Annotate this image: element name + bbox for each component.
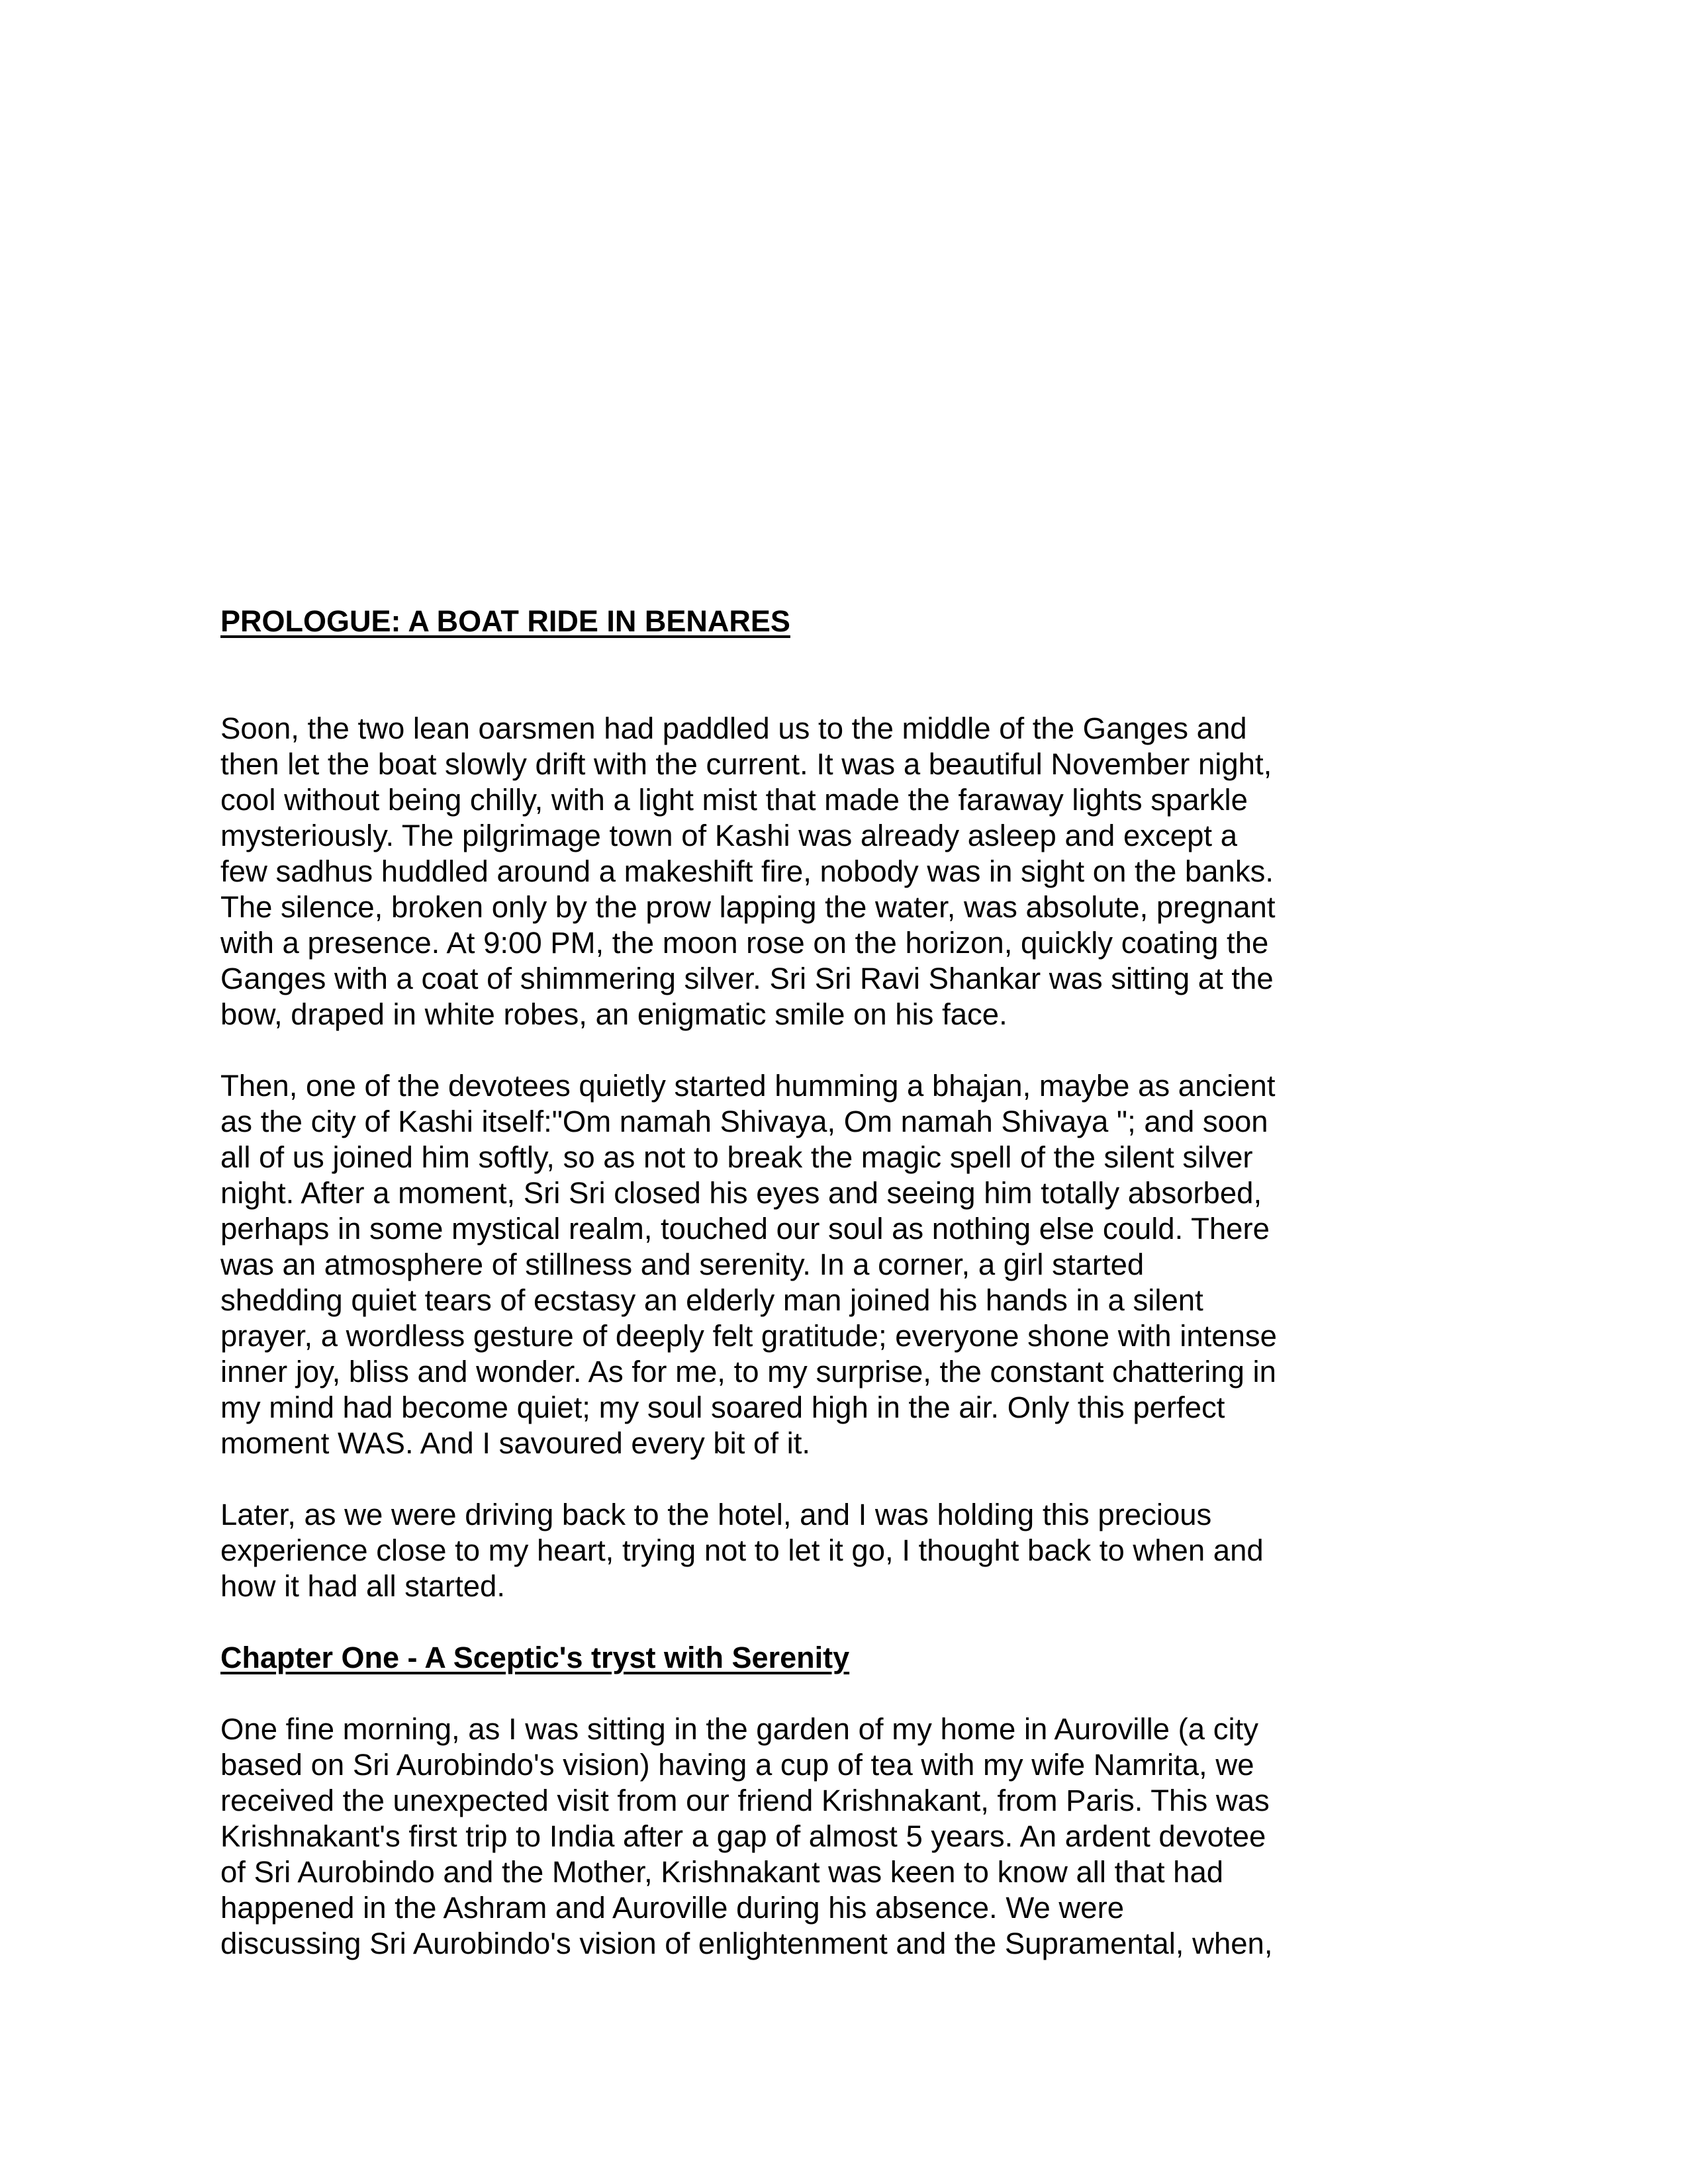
text-line: perhaps in some mystical realm, touched our soul as nothing else could. There	[220, 1212, 1270, 1246]
text-line: cool without being chilly, with a light mist that made the faraway lights sparkle	[220, 783, 1248, 817]
text-line: The silence, broken only by the prow lapping the water, was absolute, pregnant	[220, 890, 1276, 924]
text-line: One fine morning, as I was sitting in the garden of my home in Auroville (a city	[220, 1712, 1258, 1746]
text-line: received the unexpected visit from our friend Krishnakant, from Paris. This was	[220, 1784, 1270, 1817]
text-line: bow, draped in white robes, an enigmatic smile on his face.	[220, 997, 1008, 1031]
chapter-one-paragraph-1	[220, 1711, 1346, 1962]
text-line: Krishnakant's first trip to India after a gap of almost 5 years. An ardent devotee	[220, 1819, 1266, 1853]
text-line: was an atmosphere of stillness and serenity. In a corner, a girl started	[220, 1248, 1145, 1281]
prologue-paragraph-3	[220, 1497, 1346, 1604]
text-line: night. After a moment, Sri Sri closed his eyes and seeing him totally absorbed,	[220, 1176, 1262, 1210]
text-line: with a presence. At 9:00 PM, the moon rose on the horizon, quickly coating the	[220, 926, 1269, 960]
spacer	[220, 1032, 1346, 1068]
text-line: prayer, a wordless gesture of deeply felt gratitude; everyone shone with intense	[220, 1319, 1277, 1353]
chapter-one-heading: Chapter One - A Sceptic's tryst with Serenity	[220, 1641, 850, 1674]
text-line: as the city of Kashi itself:"Om namah Shivaya, Om namah Shivaya "; and soon	[220, 1105, 1268, 1138]
text-line: happened in the Ashram and Auroville during his absence. We were	[220, 1891, 1125, 1925]
spacer	[220, 1461, 1346, 1497]
spacer	[220, 1676, 1346, 1711]
text-line: shedding quiet tears of ecstasy an elderly man joined his hands in a silent	[220, 1283, 1203, 1317]
text-line: of Sri Aurobindo and the Mother, Krishnakant was keen to know all that had	[220, 1855, 1224, 1889]
text-line: how it had all started.	[220, 1569, 505, 1603]
prologue-paragraph-1	[220, 711, 1346, 1032]
text-line: mysteriously. The pilgrimage town of Kashi was already asleep and except a	[220, 819, 1238, 852]
text-line: few sadhus huddled around a makeshift fire, nobody was in sight on the banks.	[220, 854, 1274, 888]
text-line: Ganges with a coat of shimmering silver. Sri Sri Ravi Shankar was sitting at the	[220, 962, 1274, 995]
text-line: moment WAS. And I savoured every bit of it.	[220, 1426, 811, 1460]
document-body	[220, 604, 1346, 1962]
prologue-paragraph-2	[220, 1068, 1346, 1461]
text-line: experience close to my heart, trying not to let it go, I thought back to when and	[220, 1533, 1264, 1567]
text-line: based on Sri Aurobindo's vision) having a cup of tea with my wife Namrita, we	[220, 1748, 1254, 1782]
text-line: my mind had become quiet; my soul soared high in the air. Only this perfect	[220, 1390, 1225, 1424]
text-line: Then, one of the devotees quietly started humming a bhajan, maybe as ancient	[220, 1069, 1276, 1103]
spacer	[220, 639, 1346, 711]
text-line: all of us joined him softly, so as not to break the magic spell of the silent silver	[220, 1140, 1253, 1174]
spacer	[220, 1604, 1346, 1640]
text-line: inner joy, bliss and wonder. As for me, to my surprise, the constant chattering in	[220, 1355, 1276, 1388]
text-line: Later, as we were driving back to the hotel, and I was holding this precious	[220, 1498, 1212, 1531]
text-line: then let the boat slowly drift with the current. It was a beautiful November night,	[220, 747, 1272, 781]
text-line: Soon, the two lean oarsmen had paddled us to the middle of the Ganges and	[220, 711, 1247, 745]
text-line: discussing Sri Aurobindo's vision of enlightenment and the Supramental, when,	[220, 1927, 1273, 1960]
prologue-heading: PROLOGUE: A BOAT RIDE IN BENARES	[220, 604, 790, 638]
